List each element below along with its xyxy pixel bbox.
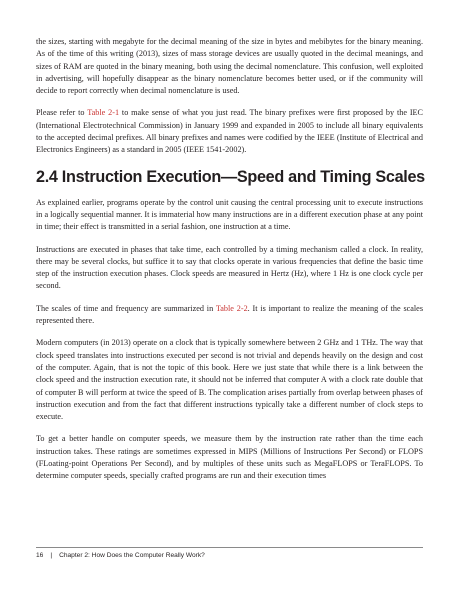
- paragraph-text: to make sense of what you just read. The binary prefixes were first proposed by the IEC (International Electrotechnical Commission) in January 1999 and expanded in 2005 to include all binary equivalents to the accepted decimal prefixes. All binary prefixes and names were codified by the IEEE (Institute of Electrical and Electronics Engineers) as a standard in 2005 (IEEE 1541-2002).: [36, 108, 424, 155]
- paragraph-text: The scales of time and frequency are summarized in: [36, 303, 216, 313]
- table-2-2-link[interactable]: Table 2-2: [215, 303, 248, 313]
- paragraph-text: Please refer to: [36, 108, 88, 118]
- paragraph-modern-computers: Modern computers (in 2013) operate on a clock that is typically somewhere between 2 GHz and 1 THz. The way that clock speed translates into instructions executed per second is not trivial and depends heavily on the design and cost of the computer. Again, that is not the topic of this book. Here we just state that while there is a link between the clock speed and the instruction execution rate, it should not be inferred that computer A with a clock rate double that of computer B will perform at twice the speed of B. The complication arises partially from overlap between phases of instruction execution and from the fact that different instructions typically take a different number of clock steps to execute.: [36, 338, 423, 422]
- page-number: 16: [36, 552, 44, 559]
- paragraph-binary-prefixes: [36, 107, 423, 156]
- footer-rule: [36, 547, 423, 548]
- page-body: [36, 36, 423, 493]
- paragraph-text: . It is important to realize the meaning of the scales represented there.: [36, 303, 424, 326]
- footer-separator: |: [50, 552, 53, 559]
- paragraph-instruction-rate: To get a better handle on computer speeds, we measure them by the instruction rate rather than the time each instruction takes. These ratings are sometimes expressed in MIPS (Millions of Instructions Per Second) or FLOPS (FLoating-point Operations Per Second), and by multiples of these units such as MegaFLOPS or TeraFLOPS. To determine computer speeds, specially crafted programs are run and their execution times: [36, 434, 423, 481]
- page-footer: [36, 551, 205, 560]
- paragraph-scales: [36, 303, 423, 328]
- paragraph-control-unit: As explained earlier, programs operate by the control unit causing the central processing unit to execute instructions in a logically sequential manner. It is immaterial how many instructions are in a different execution phase at any point in time; their effect is transmitted in a serial fashion, one instruction at a time.: [36, 197, 423, 232]
- section-heading: 2.4 Instruction Execution—Speed and Timing Scales: [36, 167, 425, 186]
- paragraph-binary-nomenclature: the sizes, starting with megabyte for the decimal meaning of the size in bytes and mebibytes for the binary meaning. As of the time of this writing (2013), sizes of mass storage devices are usually quoted in the decimal meanings, and sizes of RAM are quoted in the binary meaning, both using the decimal nomenclature. This confusion, well exploited in advertising, will hopefully disappear as the binary nomenclature becomes better used, or if the community will decide to report correctly when decimal nomenclature is used.: [36, 37, 423, 96]
- table-2-1-link[interactable]: Table 2-1: [87, 108, 120, 118]
- chapter-title: Chapter 2: How Does the Computer Really Work?: [59, 552, 205, 559]
- paragraph-clock: Instructions are executed in phases that take time, each controlled by a timing mechanism called a clock. In reality, there may be several clocks, but suffice it to say that clocks operate in various frequencies that define the basic time step of the instruction execution phases. Clock speeds are measured in Hertz (Hz), where 1 Hz is one clock cycle per second.: [36, 244, 423, 291]
